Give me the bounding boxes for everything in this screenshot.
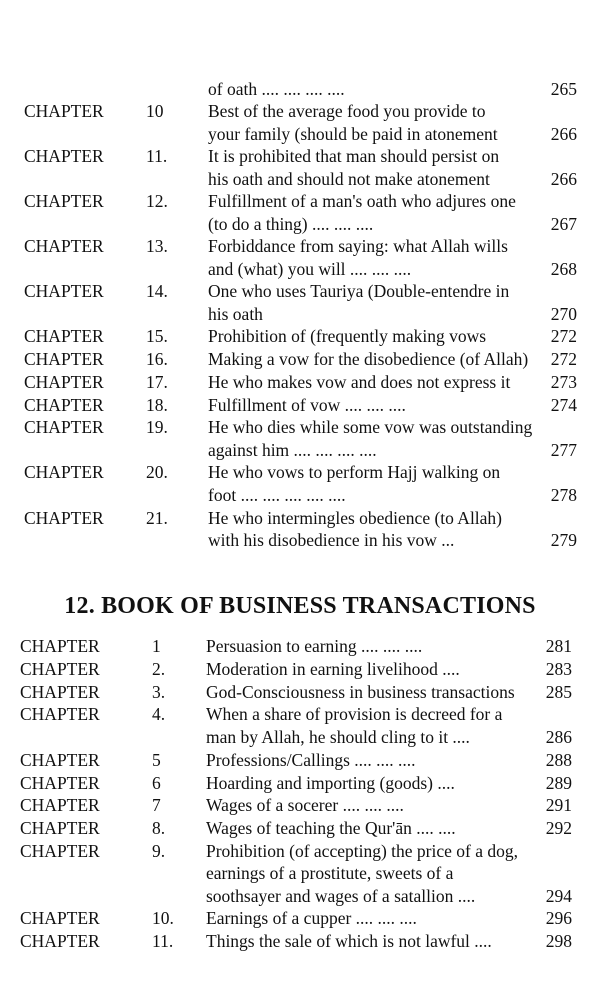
toc-entry-line bbox=[0, 635, 600, 657]
entry-title: with his disobedience in his vow ... bbox=[208, 530, 455, 550]
toc-entry-line bbox=[0, 658, 600, 680]
entry-title: When a share of provision is decreed for a bbox=[206, 704, 503, 724]
chapter-label: CHAPTER bbox=[24, 191, 104, 211]
toc-entry-line bbox=[0, 325, 600, 347]
entry-page-number: 277 bbox=[550, 440, 577, 460]
toc-entry-line bbox=[0, 461, 600, 483]
toc-entry-line bbox=[0, 439, 600, 461]
chapter-label: CHAPTER bbox=[24, 236, 104, 256]
toc-entry-line bbox=[0, 907, 600, 929]
entry-title: Earnings of a cupper .... .... .... bbox=[206, 908, 417, 928]
chapter-number: 18. bbox=[146, 395, 168, 415]
entry-title: soothsayer and wages of a satallion .... bbox=[206, 886, 476, 906]
entry-page-number: 278 bbox=[550, 485, 577, 505]
chapter-label: CHAPTER bbox=[24, 326, 104, 346]
book-heading: 12. BOOK OF BUSINESS TRANSACTIONS bbox=[64, 593, 536, 619]
toc-entry-line bbox=[0, 817, 600, 839]
entry-title: and (what) you will .... .... .... bbox=[208, 259, 412, 279]
toc-entry-line bbox=[0, 394, 600, 416]
entry-page-number: 268 bbox=[550, 259, 577, 279]
entry-page-number: 283 bbox=[545, 659, 572, 679]
entry-page-number: 288 bbox=[545, 750, 572, 770]
chapter-number: 17. bbox=[146, 372, 168, 392]
toc-entry-line bbox=[0, 348, 600, 370]
chapter-number: 10. bbox=[152, 908, 174, 928]
toc-entry-line bbox=[0, 749, 600, 771]
entry-title: Making a vow for the disobedience (of Allah) bbox=[208, 349, 529, 369]
chapter-number: 13. bbox=[146, 236, 168, 256]
entry-title: Wages of a socerer .... .... .... bbox=[206, 795, 404, 815]
chapter-number: 9. bbox=[152, 841, 166, 861]
toc-entry-line bbox=[0, 840, 600, 862]
entry-title: It is prohibited that man should persist on bbox=[208, 146, 500, 166]
toc-entry-line bbox=[0, 213, 600, 235]
entry-title: Things the sale of which is not lawful .... bbox=[206, 931, 492, 951]
entry-title: earnings of a prostitute, sweets of a bbox=[206, 863, 454, 883]
chapter-number: 2. bbox=[152, 659, 166, 679]
toc-entry-line bbox=[0, 794, 600, 816]
toc-entry-line bbox=[0, 258, 600, 280]
entry-title: his oath bbox=[208, 304, 263, 324]
chapter-label: CHAPTER bbox=[24, 372, 104, 392]
toc-entry-line bbox=[0, 484, 600, 506]
chapter-label: CHAPTER bbox=[24, 101, 104, 121]
entry-page-number: 270 bbox=[550, 304, 577, 324]
toc-entry-line bbox=[0, 507, 600, 529]
entry-title: man by Allah, he should cling to it .... bbox=[206, 727, 470, 747]
entry-title: Best of the average food you provide to bbox=[208, 101, 486, 121]
entry-page-number: 286 bbox=[545, 727, 572, 747]
chapter-number: 6 bbox=[152, 773, 161, 793]
toc-entry-line bbox=[0, 772, 600, 794]
chapter-label: CHAPTER bbox=[24, 462, 104, 482]
toc-entry-line bbox=[0, 303, 600, 325]
chapter-label: CHAPTER bbox=[24, 395, 104, 415]
entry-page-number: 291 bbox=[545, 795, 572, 815]
chapter-label: CHAPTER bbox=[20, 841, 100, 861]
chapter-number: 11. bbox=[152, 931, 174, 951]
chapter-label: CHAPTER bbox=[20, 818, 100, 838]
entry-title: He who dies while some vow was outstanding bbox=[208, 417, 533, 437]
entry-page-number: 266 bbox=[550, 124, 577, 144]
entry-title: Forbiddance from saying: what Allah wills bbox=[208, 236, 508, 256]
entry-page-number: 273 bbox=[550, 372, 577, 392]
chapter-number: 14. bbox=[146, 281, 168, 301]
chapter-number: 10 bbox=[146, 101, 164, 121]
chapter-label: CHAPTER bbox=[20, 931, 100, 951]
chapter-number: 21. bbox=[146, 508, 168, 528]
entry-page-number: 294 bbox=[545, 886, 572, 906]
entry-title: against him .... .... .... .... bbox=[208, 440, 377, 460]
toc-entry-line bbox=[0, 930, 600, 952]
entry-title: Fulfillment of a man's oath who adjures one bbox=[208, 191, 516, 211]
entry-page-number: 296 bbox=[545, 908, 572, 928]
entry-page-number: 292 bbox=[545, 818, 572, 838]
entry-page-number: 289 bbox=[545, 773, 572, 793]
entry-title: Moderation in earning livelihood .... bbox=[206, 659, 460, 679]
entry-page-number: 279 bbox=[550, 530, 577, 550]
entry-title: Hoarding and importing (goods) .... bbox=[206, 773, 455, 793]
entry-title: (to do a thing) .... .... .... bbox=[208, 214, 374, 234]
chapter-number: 12. bbox=[146, 191, 168, 211]
chapter-number: 19. bbox=[146, 417, 168, 437]
toc-entry-line bbox=[0, 235, 600, 257]
toc-entry-line bbox=[0, 885, 600, 907]
entry-page-number: 298 bbox=[545, 931, 572, 951]
chapter-label: CHAPTER bbox=[20, 795, 100, 815]
entry-title: Persuasion to earning .... .... .... bbox=[206, 636, 423, 656]
toc-entry-line bbox=[0, 681, 600, 703]
entry-title: He who vows to perform Hajj walking on bbox=[208, 462, 501, 482]
chapter-number: 1 bbox=[152, 636, 161, 656]
entry-title: God-Consciousness in business transactions bbox=[206, 682, 515, 702]
entry-title: Fulfillment of vow .... .... .... bbox=[208, 395, 406, 415]
chapter-number: 16. bbox=[146, 349, 168, 369]
chapter-number: 3. bbox=[152, 682, 166, 702]
toc-entry-line bbox=[0, 862, 600, 884]
toc-entry-line bbox=[0, 280, 600, 302]
toc-entry-line bbox=[0, 78, 600, 100]
entry-title: Wages of teaching the Qur'ān .... .... bbox=[206, 818, 456, 838]
toc-entry-line bbox=[0, 703, 600, 725]
chapter-label: CHAPTER bbox=[20, 682, 100, 702]
chapter-label: CHAPTER bbox=[24, 281, 104, 301]
toc-entry-line bbox=[0, 371, 600, 393]
entry-page-number: 266 bbox=[550, 169, 577, 189]
entry-title: foot .... .... .... .... .... bbox=[208, 485, 346, 505]
chapter-number: 15. bbox=[146, 326, 168, 346]
chapter-label: CHAPTER bbox=[24, 349, 104, 369]
entry-title: He who intermingles obedience (to Allah) bbox=[208, 508, 503, 528]
chapter-number: 7 bbox=[152, 795, 161, 815]
entry-page-number: 274 bbox=[550, 395, 577, 415]
toc-entry-line bbox=[0, 190, 600, 212]
chapter-label: CHAPTER bbox=[20, 636, 100, 656]
entry-title: your family (should be paid in atonement bbox=[208, 124, 498, 144]
toc-entry-line bbox=[0, 726, 600, 748]
entry-page-number: 281 bbox=[545, 636, 572, 656]
toc-entry-line bbox=[0, 168, 600, 190]
entry-title: Prohibition (of accepting) the price of a dog, bbox=[206, 841, 518, 861]
toc-entry-line bbox=[0, 145, 600, 167]
chapter-label: CHAPTER bbox=[20, 773, 100, 793]
chapter-label: CHAPTER bbox=[20, 659, 100, 679]
entry-page-number: 272 bbox=[550, 349, 577, 369]
chapter-number: 5 bbox=[152, 750, 161, 770]
toc-entry-line bbox=[0, 123, 600, 145]
toc-entry-line bbox=[0, 529, 600, 551]
chapter-label: CHAPTER bbox=[20, 750, 100, 770]
entry-title: Professions/Callings .... .... .... bbox=[206, 750, 416, 770]
chapter-label: CHAPTER bbox=[24, 417, 104, 437]
chapter-label: CHAPTER bbox=[24, 146, 104, 166]
chapter-number: 20. bbox=[146, 462, 168, 482]
entry-title: Prohibition of (frequently making vows bbox=[208, 326, 487, 346]
entry-title: He who makes vow and does not express it bbox=[208, 372, 511, 392]
chapter-label: CHAPTER bbox=[24, 508, 104, 528]
entry-page-number: 272 bbox=[550, 326, 577, 346]
entry-title: his oath and should not make atonement bbox=[208, 169, 490, 189]
chapter-label: CHAPTER bbox=[20, 704, 100, 724]
entry-page-number: 285 bbox=[545, 682, 572, 702]
chapter-number: 8. bbox=[152, 818, 166, 838]
chapter-number: 4. bbox=[152, 704, 166, 724]
toc-entry-line bbox=[0, 100, 600, 122]
entry-title: One who uses Tauriya (Double-entendre in bbox=[208, 281, 510, 301]
entry-page-number: 267 bbox=[550, 214, 577, 234]
chapter-label: CHAPTER bbox=[20, 908, 100, 928]
entry-title: of oath .... .... .... .... bbox=[208, 79, 345, 99]
chapter-number: 11. bbox=[146, 146, 168, 166]
entry-page-number: 265 bbox=[550, 79, 577, 99]
toc-entry-line bbox=[0, 416, 600, 438]
